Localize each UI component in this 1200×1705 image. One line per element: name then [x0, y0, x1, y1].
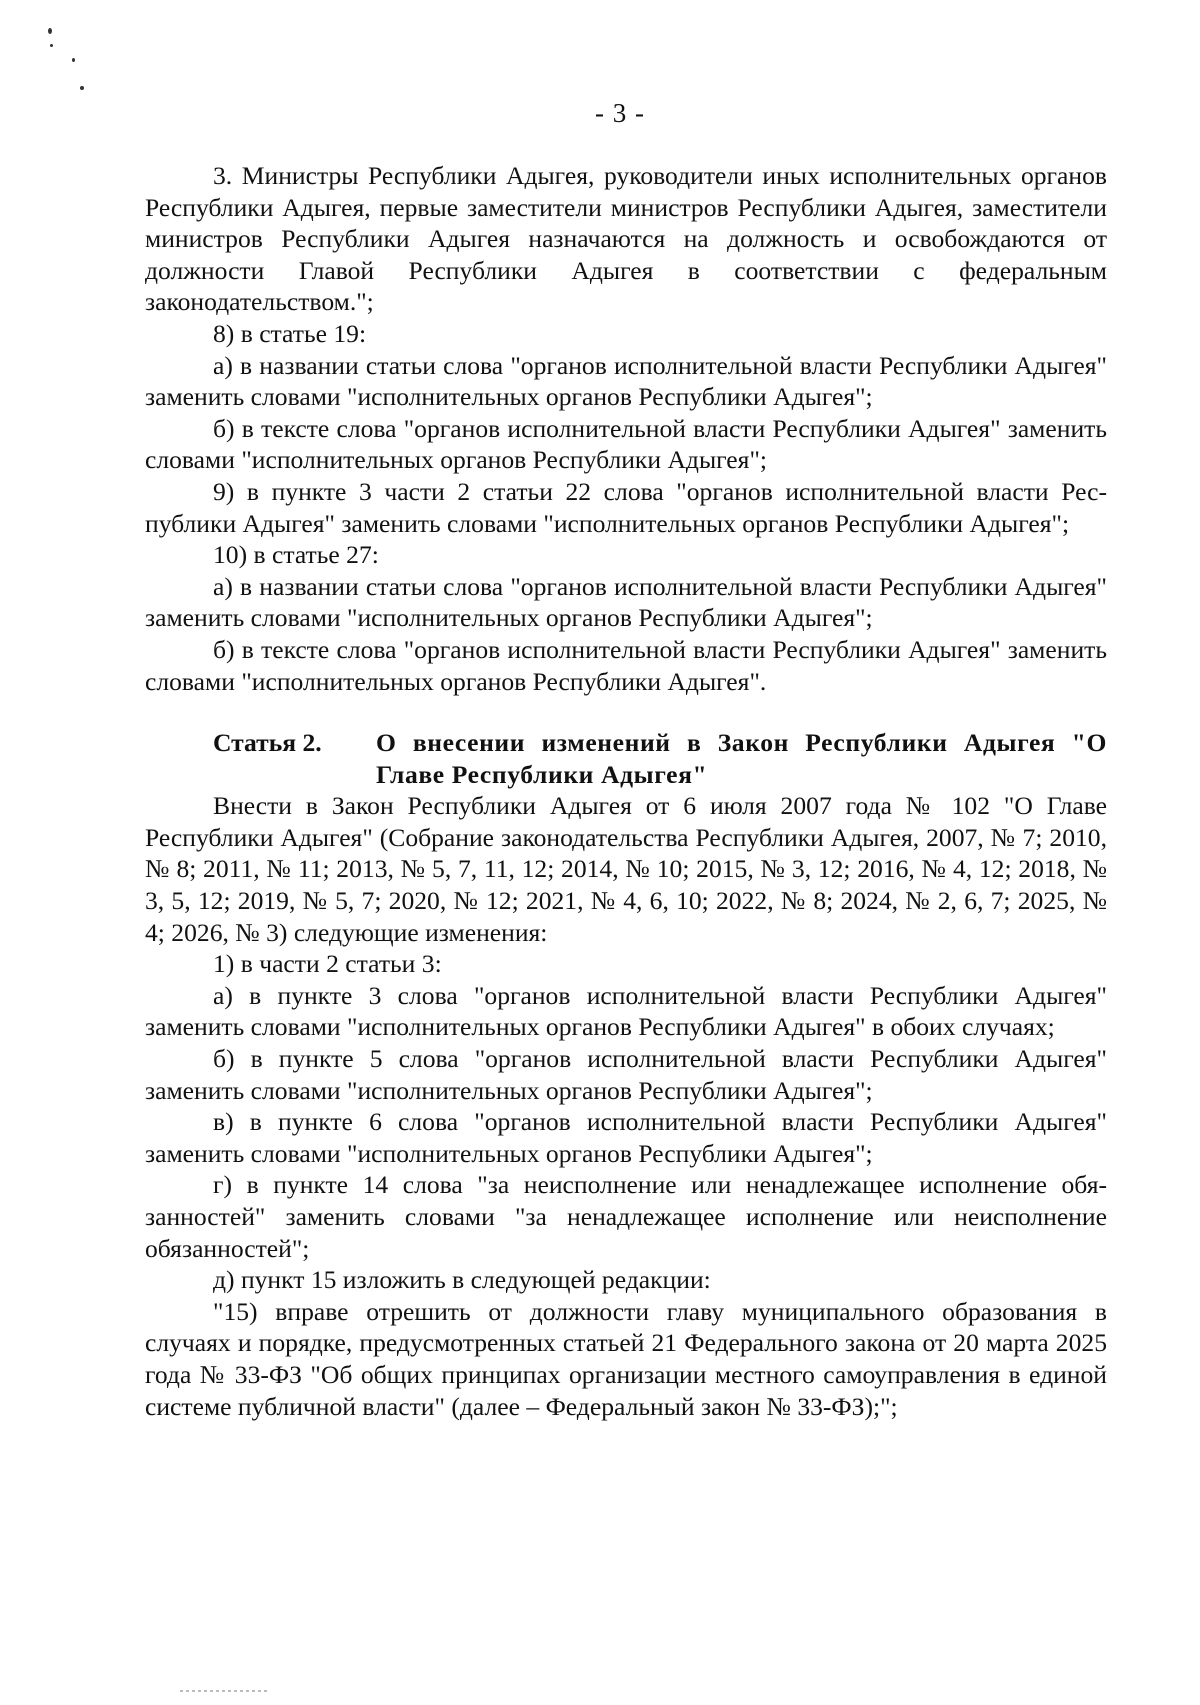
paragraph: б) в пункте 5 слова "органов исполнительной власти Республики Адыгея" заменить словами "исполнительных органов Республики Адыгея";: [145, 1044, 1107, 1105]
paragraph: Внести в Закон Республики Адыгея от 6 июля 2007 года № 102 "О Главе Республики Адыгея" (Собрание законодательства Республики Адыгея, 2007, № 7; 2010, № 8; 2011, № 11; 2013, № 5, 7, 11, 12; 2014, № 10; 2015, № 3, 12; 2016, № 4, 12; 2018, № 3, 5, 12; 2019, № 5, 7; 2020, № 12; 2021, № 4, 6, 10; 2022, № 8; 2024, № 2, 6, 7; 2025, № 4; 2026, № 3) следующие изменения:: [145, 791, 1107, 947]
paragraph: 8) в статье 19:: [213, 318, 367, 348]
scan-speck: [50, 44, 53, 47]
article-label: Статья 2.: [213, 728, 322, 758]
paragraph: 10) в статье 27:: [213, 540, 379, 570]
document-body: [145, 160, 1107, 1422]
article-heading: [145, 727, 1107, 790]
paragraph: 3. Министры Республики Адыгея, руководители иных исполнительных органов Республики Адыгея, первые заместители министров Республики Адыгея, заместители министров Республики Адыгея назначаются на должность и освобождаются от должности Главой Республики Адыгея в соответствии с федеральным законодательством.";: [145, 161, 1107, 317]
scan-speck: [72, 58, 75, 62]
scan-artifact: [180, 1690, 270, 1692]
paragraph: 1) в части 2 статьи 3:: [213, 949, 442, 979]
paragraph: "15) вправе отрешить от должности главу муниципального образования в случаях и порядке, предусмотренных статьей 21 Федерального закона от 20 марта 2025 года № 33-ФЗ "Об общих принципах организации местного самоуправления в единой системе публичной власти" (далее – Федеральный закон № 33-ФЗ);";: [145, 1296, 1107, 1421]
paragraph: в) в пункте 6 слова "органов исполнительной власти Республики Адыгея" заменить словами "исполнительных органов Республики Адыгея";: [145, 1107, 1107, 1168]
paragraph: б) в тексте слова "органов исполнительной власти Республики Адыгея" заменить словами "исполнительных органов Республики Адыгея";: [145, 413, 1107, 475]
paragraph: г) в пункте 14 слова "за неисполнение или ненадлежащее исполнение обязанностей" заменить словами "за ненадлежащее исполнение или неисполнение обязанностей";: [145, 1170, 1107, 1263]
paragraph: а) в пункте 3 слова "органов исполнительной власти Республики Адыгея" заменить словами "исполнительных органов Республики Адыгея" в обоих случаях;: [145, 980, 1107, 1042]
paragraph: а) в названии статьи слова "органов исполнительной власти Республики Адыгея" заменить словами "исполнительных органов Республики Адыгея";: [145, 350, 1107, 412]
paragraph: а) в названии статьи слова "органов исполнительной власти Республики Адыгея" заменить словами "исполнительных органов Республики Адыгея";: [145, 571, 1107, 633]
scan-speck: [80, 86, 84, 90]
page-number: - 3 -: [595, 98, 645, 128]
paragraph: 9) в пункте 3 части 2 статьи 22 слова "органов исполнительной власти Республики Адыгея" заменить словами "исполнительных органов Республики Адыгея";: [145, 476, 1107, 538]
article-title: О внесении изменений в Закон Республики Адыгея "О Главе Республики Адыгея": [376, 728, 1107, 789]
scan-speck: [48, 28, 52, 34]
paragraph: д) пункт 15 изложить в следующей редакции:: [213, 1265, 711, 1295]
paragraph: б) в тексте слова "органов исполнительной власти Республики Адыгея" заменить словами "исполнительных органов Республики Адыгея".: [145, 634, 1107, 696]
